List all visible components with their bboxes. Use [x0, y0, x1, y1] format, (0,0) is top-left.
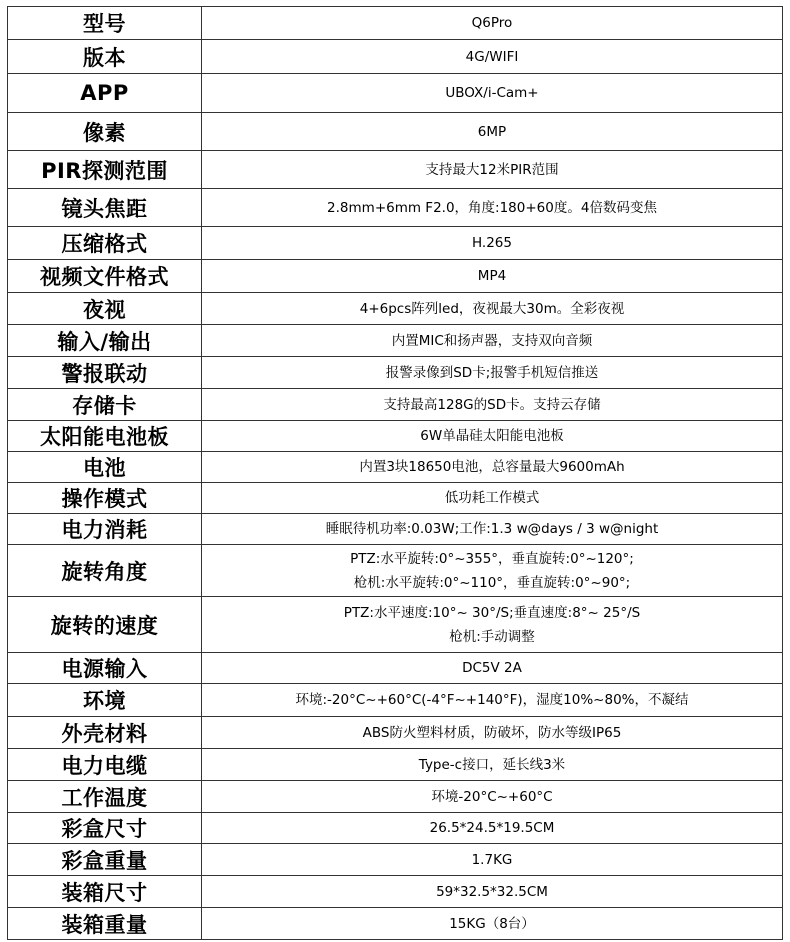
spec-row-box-size [8, 813, 783, 844]
spec-value-line: 枪机:手动调整 [449, 628, 535, 645]
spec-value: UBOX/i-Cam+ [202, 74, 783, 113]
spec-label: APP [8, 74, 202, 113]
spec-label: 彩盒重量 [8, 844, 202, 876]
spec-label: 环境 [8, 684, 202, 717]
spec-row-housing-material [8, 717, 783, 749]
spec-label: 压缩格式 [8, 227, 202, 260]
spec-label: 装箱尺寸 [8, 876, 202, 908]
spec-label: 电源输入 [8, 653, 202, 684]
spec-row-carton-weight [8, 908, 783, 940]
spec-value-line: PTZ:水平速度:10°~ 30°/S;垂直速度:8°~ 25°/S [343, 604, 641, 621]
spec-value: 4G/WIFI [202, 40, 783, 74]
spec-label: 旋转角度 [8, 545, 202, 597]
spec-value: 睡眠待机功率:0.03W;工作:1.3 w@days / 3 w@night [202, 514, 783, 545]
spec-value: DC5V 2A [202, 653, 783, 684]
spec-label: 电力消耗 [8, 514, 202, 545]
spec-row-operation-mode [8, 483, 783, 514]
spec-row-power-cable [8, 749, 783, 781]
spec-row-video-format [8, 260, 783, 293]
spec-label: 视频文件格式 [8, 260, 202, 293]
spec-row-power-input [8, 653, 783, 684]
spec-table [7, 6, 783, 940]
spec-label: 警报联动 [8, 357, 202, 389]
spec-label: 工作温度 [8, 781, 202, 813]
spec-value: 内置MIC和扬声器，支持双向音频 [202, 325, 783, 357]
spec-label: 型号 [8, 7, 202, 40]
spec-value: 4+6pcs阵列led，夜视最大30m。全彩夜视 [202, 293, 783, 325]
spec-label: 像素 [8, 113, 202, 151]
spec-value: 6MP [202, 113, 783, 151]
spec-row-rotation-angle [8, 545, 783, 597]
spec-label: 电池 [8, 452, 202, 483]
spec-label: 输入/输出 [8, 325, 202, 357]
spec-value: ABS防火塑料材质，防破坏，防水等级IP65 [202, 717, 783, 749]
spec-row-storage [8, 389, 783, 421]
spec-row-night-vision [8, 293, 783, 325]
spec-value: 1.7KG [202, 844, 783, 876]
spec-row-carton-size [8, 876, 783, 908]
spec-value: Type-c接口，延长线3米 [202, 749, 783, 781]
spec-row-alarm [8, 357, 783, 389]
spec-value: 内置3块18650电池，总容量最大9600mAh [202, 452, 783, 483]
spec-value: 环境-20°C~+60°C [202, 781, 783, 813]
spec-value: 支持最高128G的SD卡。支持云存储 [202, 389, 783, 421]
spec-value: 2.8mm+6mm F2.0，角度:180+60度。4倍数码变焦 [202, 189, 783, 227]
spec-label: 装箱重量 [8, 908, 202, 940]
spec-label: 彩盒尺寸 [8, 813, 202, 844]
spec-label: 外壳材料 [8, 717, 202, 749]
spec-label: 操作模式 [8, 483, 202, 514]
spec-row-pir-range [8, 151, 783, 189]
spec-row-model [8, 7, 783, 40]
spec-row-rotation-speed [8, 597, 783, 653]
spec-value: 6W单晶硅太阳能电池板 [202, 421, 783, 452]
spec-value-line: 枪机:水平旋转:0°~110°，垂直旋转:0°~90°; [353, 574, 631, 591]
spec-row-solar-panel [8, 421, 783, 452]
spec-label: 版本 [8, 40, 202, 74]
spec-value: 26.5*24.5*19.5CM [202, 813, 783, 844]
spec-value [202, 597, 783, 653]
spec-value: 报警录像到SD卡;报警手机短信推送 [202, 357, 783, 389]
spec-row-compression [8, 227, 783, 260]
spec-value: MP4 [202, 260, 783, 293]
spec-row-app [8, 74, 783, 113]
spec-label: 电力电缆 [8, 749, 202, 781]
spec-label: PIR探测范围 [8, 151, 202, 189]
spec-row-battery [8, 452, 783, 483]
spec-value: 59*32.5*32.5CM [202, 876, 783, 908]
spec-value: 环境:-20°C~+60°C(-4°F~+140°F)，湿度10%~80%，不凝结 [202, 684, 783, 717]
spec-row-box-weight [8, 844, 783, 876]
spec-row-environment [8, 684, 783, 717]
spec-label: 夜视 [8, 293, 202, 325]
spec-value: H.265 [202, 227, 783, 260]
spec-label: 镜头焦距 [8, 189, 202, 227]
spec-row-pixels [8, 113, 783, 151]
spec-value-line: PTZ:水平旋转:0°~355°，垂直旋转:0°~120°; [350, 550, 634, 567]
spec-row-lens [8, 189, 783, 227]
spec-row-power-consumption [8, 514, 783, 545]
spec-value: 低功耗工作模式 [202, 483, 783, 514]
spec-value: Q6Pro [202, 7, 783, 40]
spec-label: 太阳能电池板 [8, 421, 202, 452]
spec-value [202, 545, 783, 597]
spec-label: 存储卡 [8, 389, 202, 421]
spec-row-io [8, 325, 783, 357]
spec-row-version [8, 40, 783, 74]
spec-value: 15KG（8台） [202, 908, 783, 940]
spec-label: 旋转的速度 [8, 597, 202, 653]
spec-row-operating-temperature [8, 781, 783, 813]
spec-value: 支持最大12米PIR范围 [202, 151, 783, 189]
